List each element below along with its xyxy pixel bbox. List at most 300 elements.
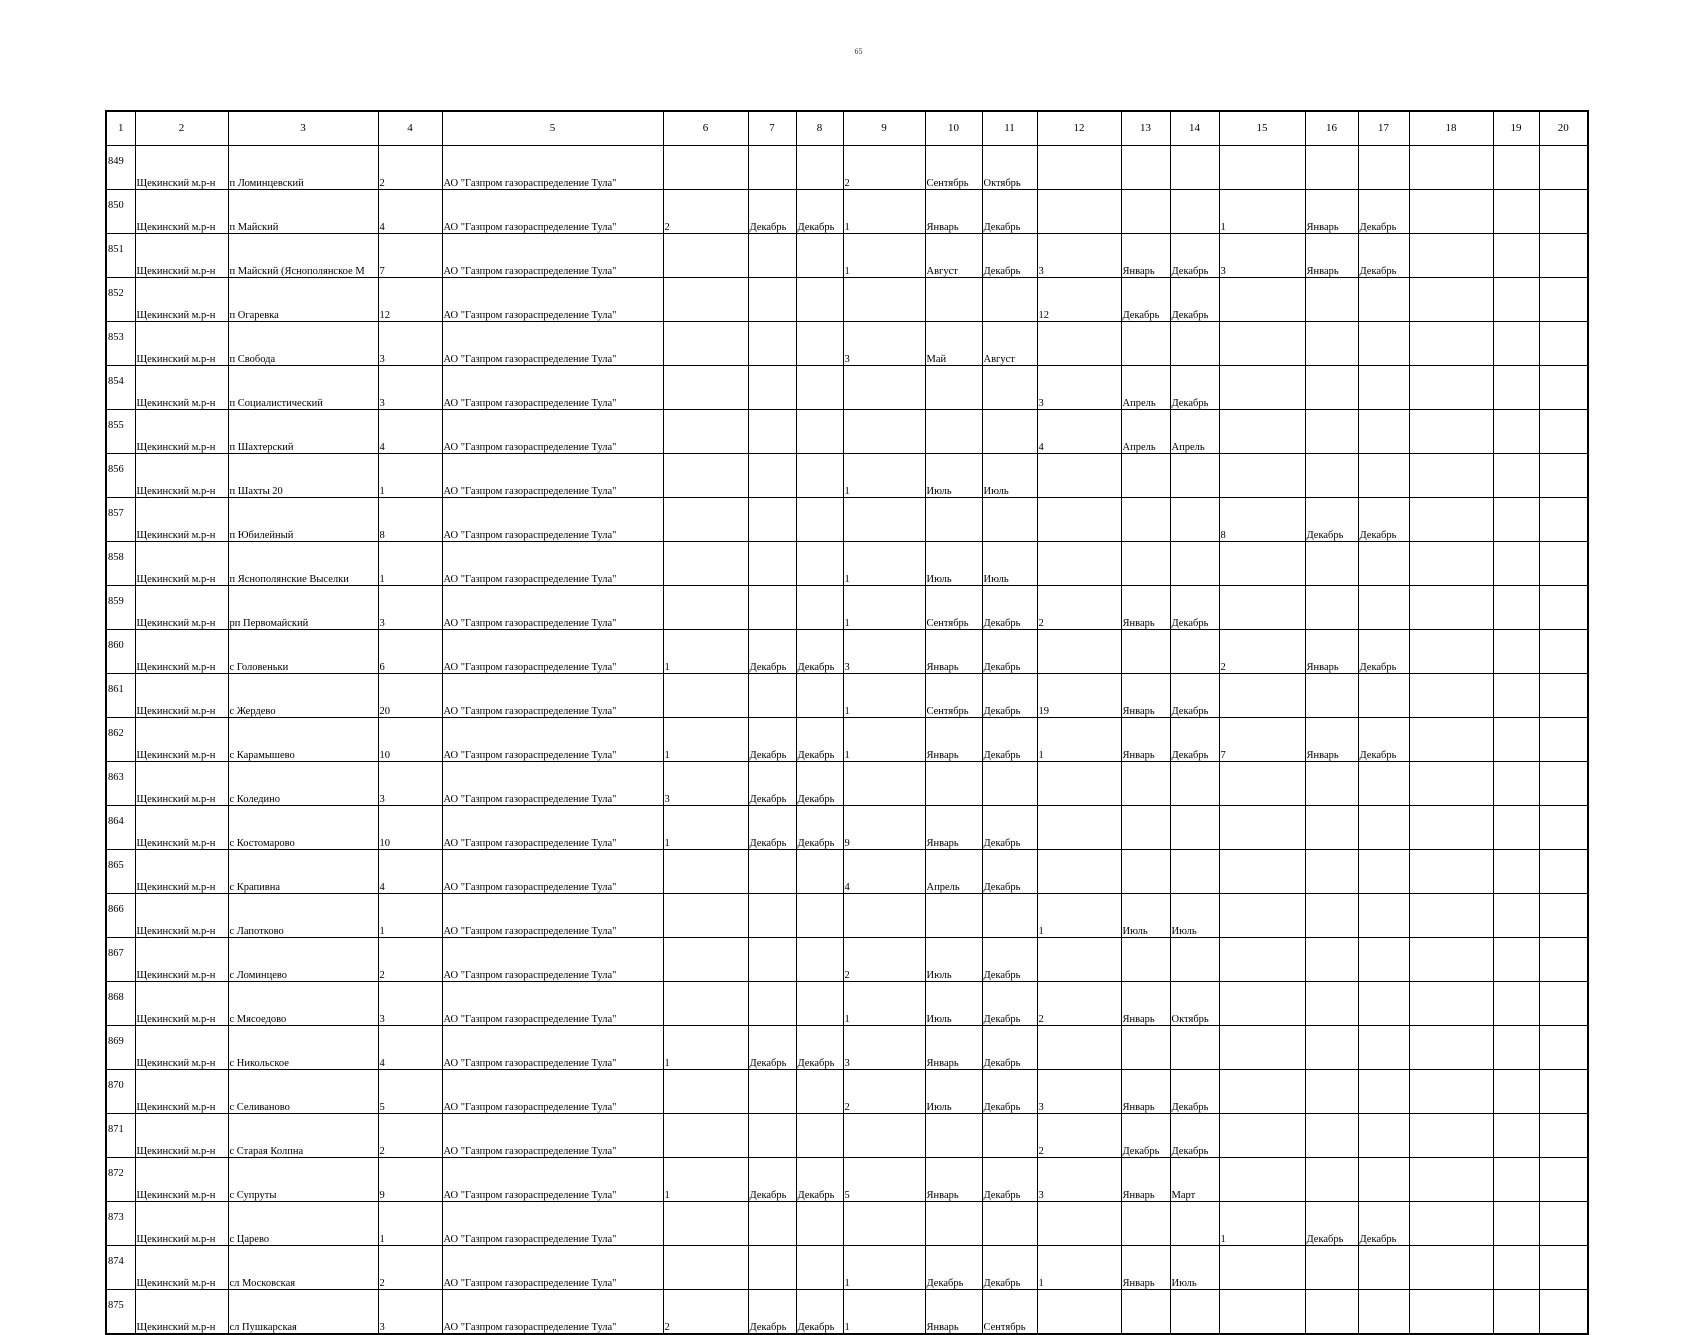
table-cell — [1409, 146, 1493, 190]
table-cell: Декабрь — [1170, 718, 1219, 762]
table-cell: Декабрь — [1170, 674, 1219, 718]
table-cell: Декабрь — [1121, 1114, 1170, 1158]
table-cell: 853 — [106, 322, 135, 366]
table-cell: Декабрь — [982, 938, 1037, 982]
table-cell — [1121, 542, 1170, 586]
table-cell: Щекинский м.р-н — [135, 366, 228, 410]
table-cell — [1539, 1070, 1588, 1114]
table-cell: 854 — [106, 366, 135, 410]
table-cell: Январь — [1305, 630, 1358, 674]
table-cell: Август — [982, 322, 1037, 366]
table-cell — [1170, 1290, 1219, 1335]
table-cell: Щекинский м.р-н — [135, 1114, 228, 1158]
table-cell — [1170, 498, 1219, 542]
table-cell: Декабрь — [982, 1070, 1037, 1114]
table-cell: Декабрь — [796, 1158, 843, 1202]
table-cell: 857 — [106, 498, 135, 542]
table-cell — [748, 454, 796, 498]
table-cell: с Царево — [228, 1202, 378, 1246]
table-cell: АО "Газпром газораспределение Тула" — [442, 278, 663, 322]
table-cell: 10 — [378, 718, 442, 762]
table-cell — [1539, 1202, 1588, 1246]
table-cell — [748, 894, 796, 938]
table-cell — [1409, 630, 1493, 674]
table-cell: 2 — [378, 1114, 442, 1158]
table-row — [106, 630, 1588, 674]
table-cell: Декабрь — [1358, 1202, 1409, 1246]
table-cell: 1 — [843, 718, 925, 762]
table-cell — [1121, 806, 1170, 850]
table-cell — [1305, 146, 1358, 190]
table-cell — [1121, 190, 1170, 234]
table-cell — [1037, 806, 1121, 850]
column-header: 1 — [106, 111, 135, 146]
table-cell — [1219, 1246, 1305, 1290]
table-cell — [1409, 674, 1493, 718]
table-cell — [1219, 762, 1305, 806]
table-cell: 858 — [106, 542, 135, 586]
table-cell: Щекинский м.р-н — [135, 718, 228, 762]
table-cell: Сентябрь — [925, 586, 982, 630]
table-cell — [796, 454, 843, 498]
table-cell — [748, 1246, 796, 1290]
table-cell — [1170, 146, 1219, 190]
table-cell — [1121, 454, 1170, 498]
table-cell: 852 — [106, 278, 135, 322]
table-cell — [1409, 1070, 1493, 1114]
table-cell: Щекинский м.р-н — [135, 278, 228, 322]
table-cell — [1493, 146, 1539, 190]
table-cell — [1493, 410, 1539, 454]
table-cell: Декабрь — [982, 234, 1037, 278]
table-cell — [1539, 630, 1588, 674]
table-cell: Июль — [982, 454, 1037, 498]
table-cell: Декабрь — [982, 674, 1037, 718]
table-cell — [1121, 1026, 1170, 1070]
table-cell — [1219, 146, 1305, 190]
table-cell — [1493, 806, 1539, 850]
table-cell — [748, 938, 796, 982]
table-cell: Январь — [1121, 586, 1170, 630]
table-cell: Щекинский м.р-н — [135, 762, 228, 806]
column-header: 2 — [135, 111, 228, 146]
table-row — [106, 1246, 1588, 1290]
table-cell: 855 — [106, 410, 135, 454]
table-cell: Щекинский м.р-н — [135, 586, 228, 630]
table-cell — [1219, 1114, 1305, 1158]
table-cell: Декабрь — [1170, 234, 1219, 278]
table-cell: Январь — [1305, 190, 1358, 234]
table-cell — [1539, 938, 1588, 982]
table-cell: Декабрь — [748, 806, 796, 850]
table-cell — [748, 278, 796, 322]
table-cell — [1493, 1290, 1539, 1335]
table-cell: 859 — [106, 586, 135, 630]
table-cell: 865 — [106, 850, 135, 894]
table-cell — [663, 146, 748, 190]
data-table — [105, 110, 1589, 1335]
table-cell: АО "Газпром газораспределение Тула" — [442, 1290, 663, 1335]
table-cell: п Шахтерский — [228, 410, 378, 454]
table-cell: АО "Газпром газораспределение Тула" — [442, 806, 663, 850]
table-cell — [1358, 586, 1409, 630]
column-header: 17 — [1358, 111, 1409, 146]
table-row — [106, 894, 1588, 938]
table-cell: Декабрь — [796, 718, 843, 762]
table-cell — [1170, 1202, 1219, 1246]
table-cell: Июль — [925, 454, 982, 498]
table-cell — [1219, 938, 1305, 982]
table-cell: Щекинский м.р-н — [135, 894, 228, 938]
table-cell: АО "Газпром газораспределение Тула" — [442, 674, 663, 718]
table-cell: Щекинский м.р-н — [135, 1246, 228, 1290]
table-cell — [663, 674, 748, 718]
header-row — [106, 111, 1588, 146]
table-cell: 2 — [663, 1290, 748, 1335]
table-cell — [1305, 762, 1358, 806]
table-cell: Щекинский м.р-н — [135, 1026, 228, 1070]
table-cell: с Селиваново — [228, 1070, 378, 1114]
table-cell: Щекинский м.р-н — [135, 674, 228, 718]
table-cell — [1170, 542, 1219, 586]
table-cell: 9 — [843, 806, 925, 850]
table-cell: п Яснополянские Выселки — [228, 542, 378, 586]
table-cell — [1037, 762, 1121, 806]
table-cell — [1170, 1026, 1219, 1070]
table-cell: Июль — [1121, 894, 1170, 938]
table-cell — [1539, 410, 1588, 454]
table-cell: Щекинский м.р-н — [135, 982, 228, 1026]
table-cell: Щекинский м.р-н — [135, 190, 228, 234]
table-cell: 4 — [843, 850, 925, 894]
table-cell: Декабрь — [982, 806, 1037, 850]
table-cell — [1170, 938, 1219, 982]
table-cell: Декабрь — [1358, 718, 1409, 762]
table-cell: 1 — [843, 1246, 925, 1290]
table-cell — [1305, 586, 1358, 630]
table-cell: 9 — [378, 1158, 442, 1202]
table-cell: 872 — [106, 1158, 135, 1202]
column-header: 11 — [982, 111, 1037, 146]
table-cell: АО "Газпром газораспределение Тула" — [442, 454, 663, 498]
table-cell: п Майский — [228, 190, 378, 234]
table-cell: 3 — [378, 322, 442, 366]
table-cell: АО "Газпром газораспределение Тула" — [442, 1202, 663, 1246]
table-cell: 12 — [378, 278, 442, 322]
table-cell — [1409, 1202, 1493, 1246]
table-cell: Июль — [1170, 894, 1219, 938]
table-row — [106, 1158, 1588, 1202]
column-header: 19 — [1493, 111, 1539, 146]
table-cell: с Жердево — [228, 674, 378, 718]
table-cell: Январь — [1305, 718, 1358, 762]
table-cell — [1219, 806, 1305, 850]
table-cell — [1493, 322, 1539, 366]
table-cell: 1 — [1037, 718, 1121, 762]
table-cell — [1493, 1246, 1539, 1290]
table-cell: 4 — [378, 410, 442, 454]
table-cell: Декабрь — [748, 718, 796, 762]
table-cell: п Шахты 20 — [228, 454, 378, 498]
table-cell: Декабрь — [982, 982, 1037, 1026]
table-cell — [1037, 850, 1121, 894]
table-cell: Щекинский м.р-н — [135, 1070, 228, 1114]
table-cell: Январь — [1121, 1070, 1170, 1114]
table-cell: АО "Газпром газораспределение Тула" — [442, 146, 663, 190]
table-cell — [748, 366, 796, 410]
table-cell: Декабрь — [982, 1026, 1037, 1070]
table-cell: с Ломинцево — [228, 938, 378, 982]
table-row — [106, 982, 1588, 1026]
table-cell — [982, 278, 1037, 322]
table-cell: АО "Газпром газораспределение Тула" — [442, 1070, 663, 1114]
table-cell — [1539, 982, 1588, 1026]
table-cell — [1409, 806, 1493, 850]
table-cell: Январь — [925, 190, 982, 234]
table-cell: 3 — [1037, 234, 1121, 278]
table-cell: Март — [1170, 1158, 1219, 1202]
table-cell — [796, 278, 843, 322]
table-cell — [748, 1202, 796, 1246]
table-cell — [1493, 1070, 1539, 1114]
table-cell — [796, 586, 843, 630]
table-cell: АО "Газпром газораспределение Тула" — [442, 850, 663, 894]
column-header: 4 — [378, 111, 442, 146]
table-cell: 3 — [378, 1290, 442, 1335]
table-cell — [925, 1202, 982, 1246]
table-cell — [1305, 1246, 1358, 1290]
table-row — [106, 806, 1588, 850]
table-cell: АО "Газпром газораспределение Тула" — [442, 190, 663, 234]
table-cell: Сентябрь — [925, 146, 982, 190]
table-cell: Декабрь — [796, 762, 843, 806]
column-header: 3 — [228, 111, 378, 146]
table-cell — [1358, 1246, 1409, 1290]
table-cell — [1305, 322, 1358, 366]
table-row — [106, 234, 1588, 278]
table-cell — [663, 322, 748, 366]
table-cell — [1493, 1158, 1539, 1202]
table-cell: Декабрь — [796, 1026, 843, 1070]
table-cell — [1305, 1026, 1358, 1070]
table-cell: 3 — [378, 586, 442, 630]
table-cell: Август — [925, 234, 982, 278]
table-cell — [1539, 718, 1588, 762]
table-row — [106, 850, 1588, 894]
table-cell: 4 — [378, 1026, 442, 1070]
table-cell: Декабрь — [982, 190, 1037, 234]
table-row — [106, 586, 1588, 630]
table-cell: Январь — [925, 1026, 982, 1070]
table-cell — [1121, 146, 1170, 190]
table-cell — [1493, 762, 1539, 806]
table-cell — [1409, 410, 1493, 454]
table-cell: АО "Газпром газораспределение Тула" — [442, 410, 663, 454]
table-row — [106, 1070, 1588, 1114]
table-cell — [1170, 322, 1219, 366]
table-cell: 5 — [378, 1070, 442, 1114]
table-cell — [1358, 278, 1409, 322]
table-cell: Апрель — [925, 850, 982, 894]
table-cell — [1219, 586, 1305, 630]
table-cell — [1305, 278, 1358, 322]
table-cell: Декабрь — [748, 630, 796, 674]
table-cell: Январь — [1121, 982, 1170, 1026]
table-cell: Декабрь — [796, 190, 843, 234]
table-cell: Январь — [925, 1290, 982, 1335]
table-cell: 3 — [378, 762, 442, 806]
table-cell: 873 — [106, 1202, 135, 1246]
table-cell: Июль — [925, 938, 982, 982]
table-cell: 5 — [843, 1158, 925, 1202]
table-cell: 1 — [843, 982, 925, 1026]
table-cell — [748, 982, 796, 1026]
table-cell: п Юбилейный — [228, 498, 378, 542]
table-cell: Декабрь — [1170, 586, 1219, 630]
table-cell: Июль — [925, 1070, 982, 1114]
table-cell — [1219, 278, 1305, 322]
table-cell — [1305, 982, 1358, 1026]
table-cell — [1037, 454, 1121, 498]
table-cell: Декабрь — [1121, 278, 1170, 322]
table-cell: п Майский (Яснополянское М — [228, 234, 378, 278]
table-cell: Декабрь — [982, 1246, 1037, 1290]
table-cell: Декабрь — [1305, 1202, 1358, 1246]
column-header: 14 — [1170, 111, 1219, 146]
table-cell: Июль — [982, 542, 1037, 586]
table-cell: 2 — [1037, 1114, 1121, 1158]
table-cell — [663, 278, 748, 322]
table-cell: 1 — [663, 630, 748, 674]
table-cell — [843, 410, 925, 454]
table-cell: Январь — [1121, 718, 1170, 762]
table-cell — [1409, 498, 1493, 542]
table-cell: Щекинский м.р-н — [135, 1290, 228, 1335]
table-cell — [1493, 586, 1539, 630]
table-cell — [1219, 1026, 1305, 1070]
table-cell — [796, 1114, 843, 1158]
table-cell — [748, 146, 796, 190]
table-cell — [925, 278, 982, 322]
table-cell: 3 — [1037, 366, 1121, 410]
table-cell — [1121, 938, 1170, 982]
table-cell — [1409, 322, 1493, 366]
table-cell — [1358, 938, 1409, 982]
table-cell — [1358, 762, 1409, 806]
table-cell — [982, 366, 1037, 410]
table-row — [106, 278, 1588, 322]
table-cell — [1539, 278, 1588, 322]
table-cell: 868 — [106, 982, 135, 1026]
table-cell: с Карамышево — [228, 718, 378, 762]
table-cell — [1305, 1114, 1358, 1158]
table-cell — [982, 498, 1037, 542]
table-cell — [1358, 982, 1409, 1026]
table-cell: Январь — [925, 1158, 982, 1202]
table-row — [106, 146, 1588, 190]
table-cell: с Супруты — [228, 1158, 378, 1202]
table-cell: Январь — [1121, 1158, 1170, 1202]
table-cell: АО "Газпром газораспределение Тула" — [442, 630, 663, 674]
table-cell: 7 — [1219, 718, 1305, 762]
table-cell: 861 — [106, 674, 135, 718]
table-cell — [1358, 410, 1409, 454]
table-cell: 874 — [106, 1246, 135, 1290]
table-cell: п Социалистический — [228, 366, 378, 410]
table-cell — [1409, 366, 1493, 410]
table-cell: 867 — [106, 938, 135, 982]
table-cell — [1493, 1026, 1539, 1070]
table-body — [106, 111, 1588, 1334]
table-cell — [1170, 454, 1219, 498]
table-cell — [1305, 1290, 1358, 1335]
table-cell: Декабрь — [982, 850, 1037, 894]
table-cell — [1037, 1202, 1121, 1246]
table-cell — [1539, 498, 1588, 542]
table-cell — [1539, 586, 1588, 630]
table-cell — [1409, 894, 1493, 938]
table-cell: Декабрь — [1170, 1070, 1219, 1114]
table-cell: Декабрь — [1305, 498, 1358, 542]
column-header: 16 — [1305, 111, 1358, 146]
table-cell — [1121, 850, 1170, 894]
table-cell — [1358, 1070, 1409, 1114]
table-cell: Январь — [1305, 234, 1358, 278]
table-cell — [748, 586, 796, 630]
table-cell — [663, 454, 748, 498]
table-cell — [796, 410, 843, 454]
table-cell: АО "Газпром газораспределение Тула" — [442, 982, 663, 1026]
table-cell — [1409, 278, 1493, 322]
table-cell — [1037, 146, 1121, 190]
table-cell — [1358, 894, 1409, 938]
table-cell: Декабрь — [1170, 278, 1219, 322]
table-cell — [796, 322, 843, 366]
table-cell: 850 — [106, 190, 135, 234]
table-cell — [1358, 322, 1409, 366]
table-cell: Апрель — [1121, 366, 1170, 410]
table-cell — [1539, 1026, 1588, 1070]
table-row — [106, 938, 1588, 982]
table-cell: 3 — [843, 1026, 925, 1070]
table-cell — [1037, 1026, 1121, 1070]
table-cell — [843, 1114, 925, 1158]
table-cell — [1305, 454, 1358, 498]
table-cell — [1219, 674, 1305, 718]
table-cell: АО "Газпром газораспределение Тула" — [442, 894, 663, 938]
table-cell: Декабрь — [748, 1158, 796, 1202]
table-cell: АО "Газпром газораспределение Тула" — [442, 1026, 663, 1070]
table-cell — [1219, 322, 1305, 366]
table-cell — [1358, 1290, 1409, 1335]
table-cell — [1493, 1114, 1539, 1158]
column-header: 6 — [663, 111, 748, 146]
table-cell — [1121, 1202, 1170, 1246]
table-cell: 866 — [106, 894, 135, 938]
table-cell — [663, 410, 748, 454]
table-cell: Декабрь — [1358, 630, 1409, 674]
table-cell — [982, 1202, 1037, 1246]
table-cell — [663, 1202, 748, 1246]
table-cell: 2 — [843, 1070, 925, 1114]
table-cell: с Крапивна — [228, 850, 378, 894]
table-cell — [796, 850, 843, 894]
table-cell: 1 — [378, 542, 442, 586]
table-cell: сл Пушкарская — [228, 1290, 378, 1335]
table-cell — [1493, 674, 1539, 718]
table-cell: 863 — [106, 762, 135, 806]
table-cell: Октябрь — [1170, 982, 1219, 1026]
